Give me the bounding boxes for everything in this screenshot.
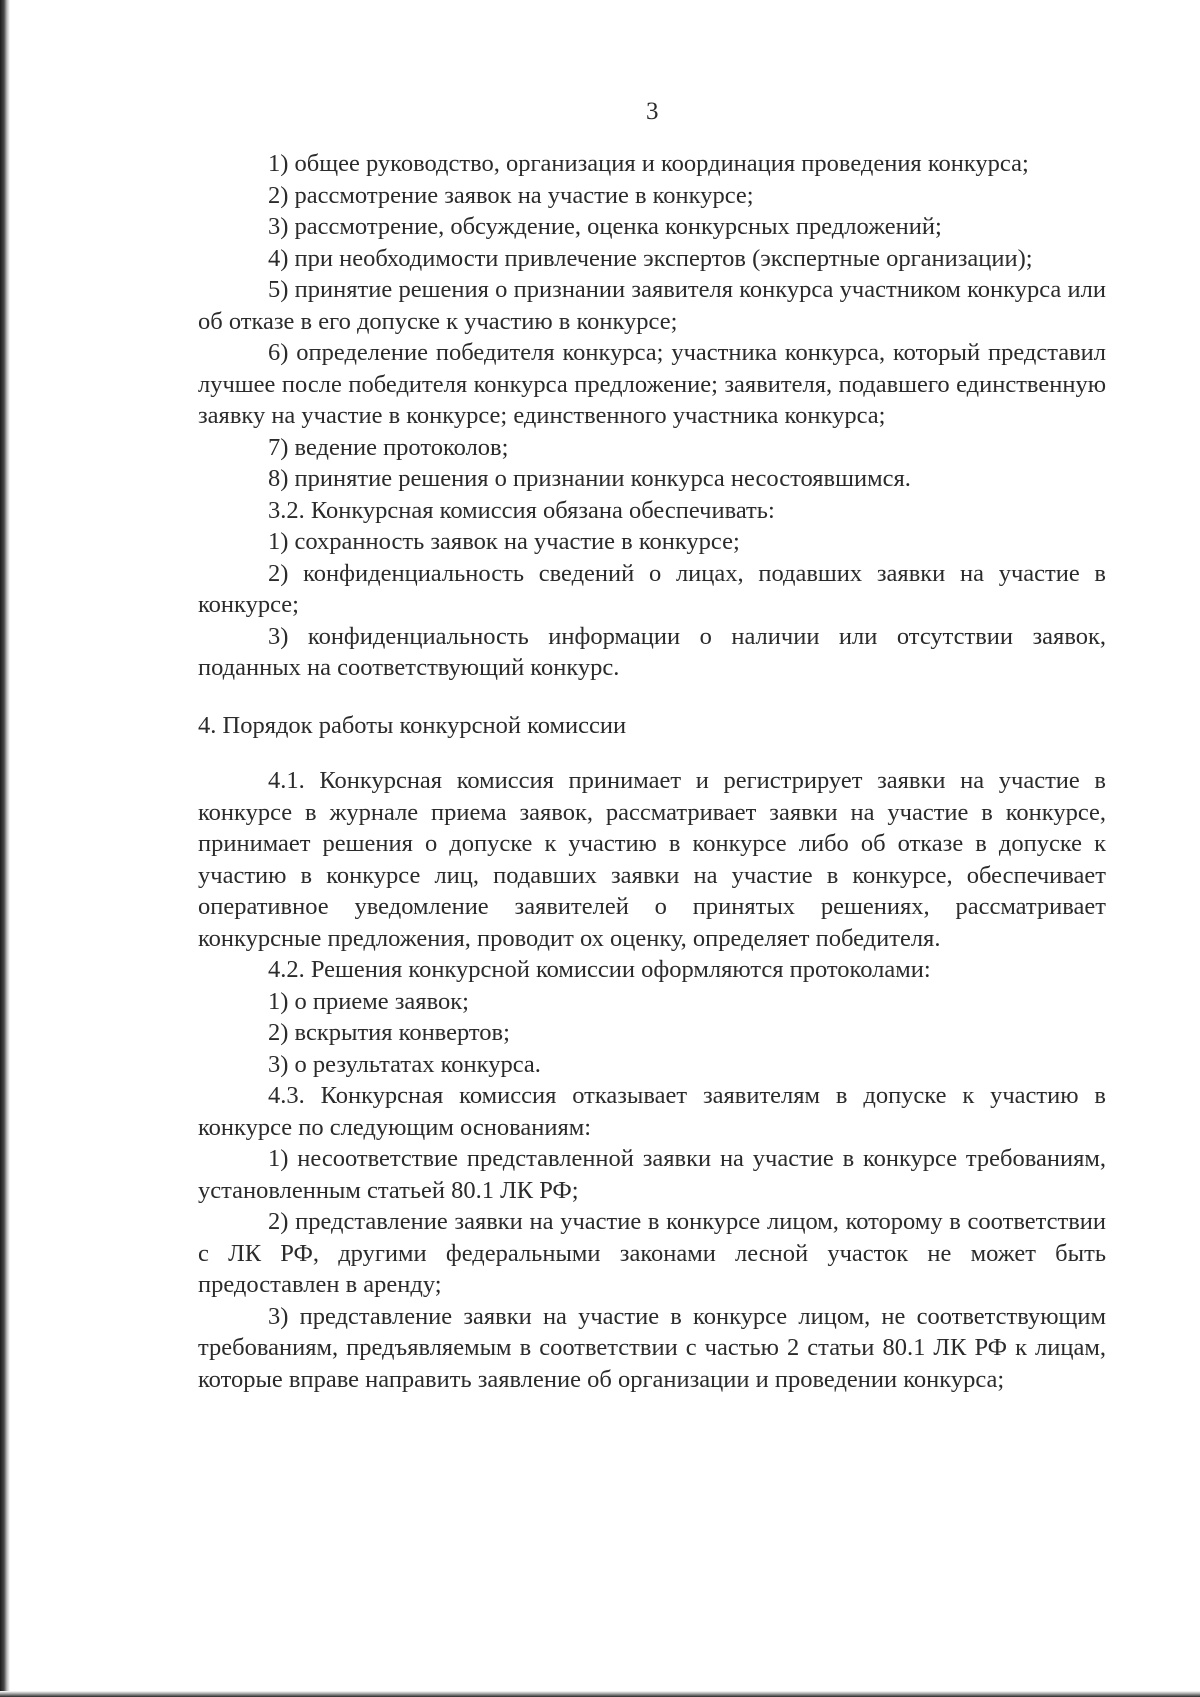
paragraph: 1) сохранность заявок на участие в конкурсе; (268, 528, 740, 555)
paragraph: 1) общее руководство, организация и координация проведения конкурса; (268, 150, 1029, 177)
paragraph: 3) представление заявки на участие в конкурсе лицом, не соответствующим требованиям, предъявляемым в соответствии с частью 2 статьи 80.1 ЛК РФ к лицам, которые вправе направить заявление об организации и проведении конкурса; (198, 1302, 1106, 1393)
scan-left-edge (0, 0, 10, 1697)
paragraph: 3) рассмотрение, обсуждение, оценка конкурсных предложений; (268, 213, 942, 240)
paragraph: 6) определение победителя конкурса; участника конкурса, который представил лучшее после победителя конкурса предложение; заявителя, подавшего единственную заявку на участие в конкурсе; единственного участника конкурса; (198, 339, 1106, 429)
paragraph: 3) о результатах конкурса. (268, 1050, 541, 1078)
paragraph: 3) конфиденциальность информации о наличии или отсутствии заявок, поданных на соответствующий конкурс. (198, 622, 1106, 681)
paragraph: 7) ведение протоколов; (268, 433, 509, 461)
paragraph: 4.1. Конкурсная комиссия принимает и регистрирует заявки на участие в конкурсе в журнале приема заявок, рассматривает заявки на участие в конкурсе, принимает решения о допуске к участию в конкурсе либо об отказе в допуске к участию в конкурсе лиц, подавших заявки на участие в конкурсе, обеспечивает оперативное уведомление заявителей о принятых решениях, рассматривает конкурсные предложения, проводит ох оценку, определяет победителя. (198, 767, 1106, 952)
paragraph: 4) при необходимости привлечение экспертов (экспертные организации); (268, 244, 1033, 272)
page-number: 3 (646, 98, 659, 125)
document-body (198, 148, 1106, 1395)
paragraph: 1) несоответствие представленной заявки на участие в конкурсе требованиям, установленным статьей 80.1 ЛК РФ; (198, 1145, 1106, 1204)
paragraph: 5) принятие решения о признании заявителя конкурса участником конкурса или об отказе в его допуске к участию в конкурсе; (198, 276, 1106, 335)
paragraph: 1) о приеме заявок; (268, 987, 469, 1015)
paragraph: 3.2. Конкурсная комиссия обязана обеспечивать: (268, 496, 775, 524)
paragraph: 8) принятие решения о признании конкурса несостоявшимся. (268, 465, 911, 492)
scan-bottom-edge (0, 1691, 1200, 1697)
paragraph: 4.3. Конкурсная комиссия отказывает заявителям в допуске к участию в конкурсе по следующим основаниям: (198, 1082, 1106, 1141)
paragraph: 2) вскрытия конвертов; (268, 1019, 510, 1046)
paragraph: 2) конфиденциальность сведений о лицах, подавших заявки на участие в конкурсе; (198, 559, 1106, 618)
section-heading: 4. Порядок работы конкурсной комиссии (198, 711, 627, 739)
paragraph: 2) рассмотрение заявок на участие в конкурсе; (268, 181, 754, 209)
paragraph: 4.2. Решения конкурсной комиссии оформляются протоколами: (268, 956, 931, 983)
paragraph: 2) представление заявки на участие в конкурсе лицом, которому в соответствии с ЛК РФ, другими федеральными законами лесной участок не может быть предоставлен в аренду; (198, 1208, 1106, 1298)
